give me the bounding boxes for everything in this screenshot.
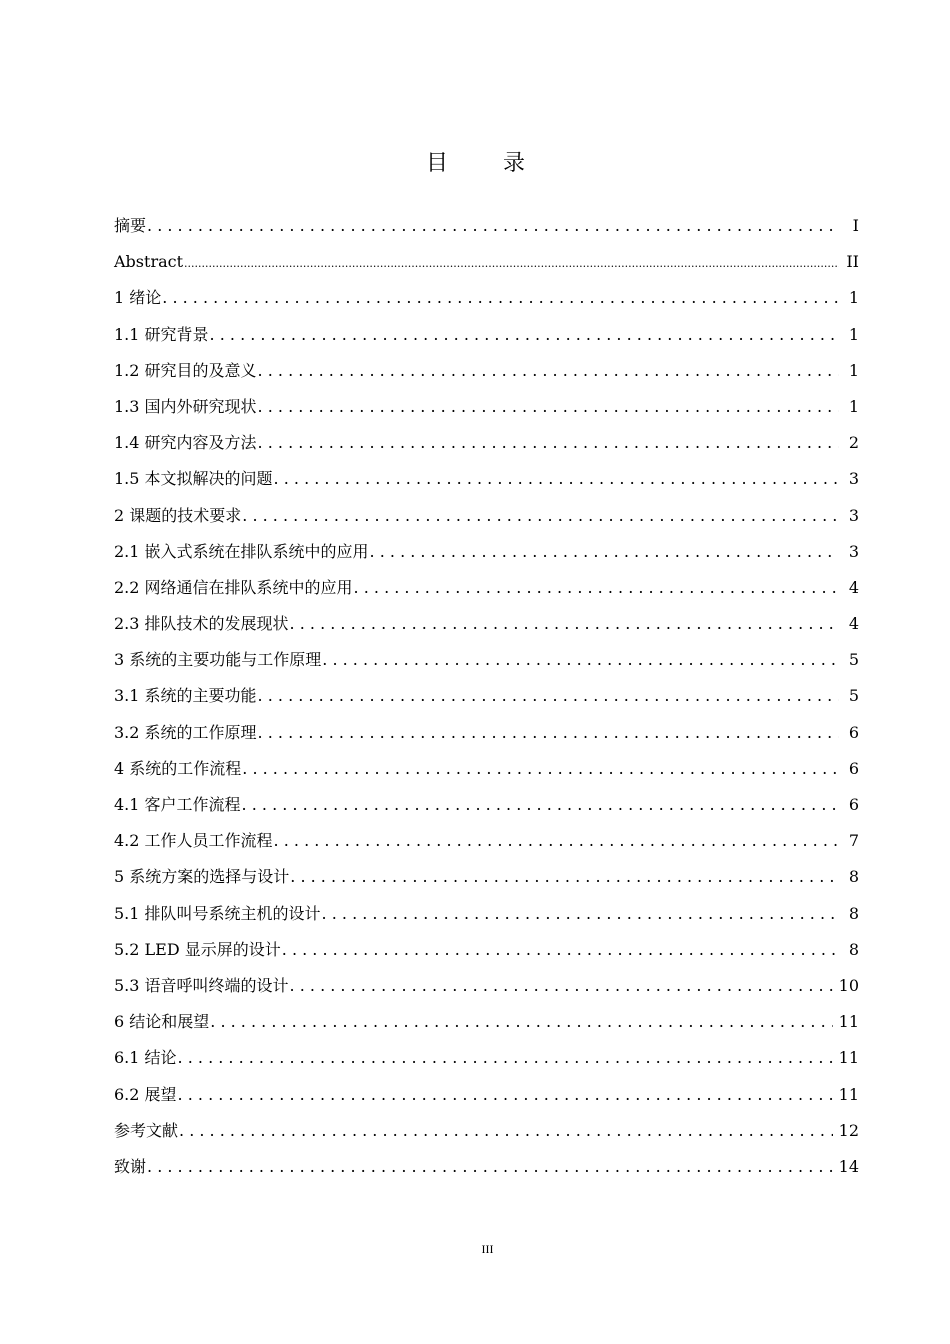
toc-entry[interactable] (114, 212, 859, 248)
toc-entry-label: 1.5 本文拟解决的问题 (114, 469, 273, 489)
dot-leader (184, 248, 839, 278)
toc-entry-page: 8 (848, 939, 859, 959)
toc-entry[interactable] (114, 863, 859, 899)
toc-entry-page: 3 (848, 541, 859, 561)
toc-entry-page: 6 (848, 795, 859, 814)
toc-entry-page: 2 (848, 433, 859, 453)
dot-leader (179, 1117, 833, 1145)
toc-entry[interactable] (114, 1044, 859, 1080)
toc-entry-label: 6 结论和展望 (114, 1012, 210, 1032)
toc-entry-label: 5.2 LED 显示屏的设计 (114, 939, 281, 959)
toc-entry-page: 11 (838, 1084, 859, 1104)
toc-entry-page: 10 (838, 975, 859, 995)
toc-entry-page: 8 (848, 903, 859, 923)
toc-entry[interactable] (114, 936, 859, 972)
dot-leader (210, 1008, 832, 1036)
toc-entry[interactable] (114, 755, 859, 791)
toc-entry-page: 5 (848, 650, 859, 670)
toc-entry[interactable] (114, 1117, 859, 1153)
dot-leader (178, 1081, 833, 1109)
toc-entry-page: 11 (838, 1048, 859, 1068)
dot-leader (354, 574, 839, 602)
toc-entry-label: 5.1 排队叫号系统主机的设计 (114, 903, 321, 923)
toc-entry-label: 1.4 研究内容及方法 (114, 433, 257, 453)
toc-entry[interactable] (114, 1081, 859, 1117)
toc-entry[interactable] (114, 791, 859, 827)
toc-entry[interactable] (114, 682, 859, 718)
dot-leader (258, 393, 839, 421)
toc-entry-page: 11 (838, 1012, 859, 1032)
dot-leader (242, 502, 839, 530)
toc-entry[interactable] (114, 719, 859, 755)
toc-entry-page: 5 (848, 686, 859, 706)
dot-leader (290, 610, 839, 638)
page-number: III (481, 1242, 494, 1256)
toc-entry-page: II (846, 252, 859, 272)
dot-leader (210, 321, 839, 349)
toc-entry-label: 1.3 国内外研究现状 (114, 396, 257, 416)
toc-entry-page: 6 (848, 722, 859, 742)
toc-entry[interactable] (114, 827, 859, 863)
dot-leader (162, 284, 839, 312)
dot-leader (242, 791, 839, 819)
toc-entry-label: 4.2 工作人员工作流程 (114, 831, 273, 851)
dot-leader (147, 1153, 833, 1181)
toc-entry-label: 2.2 网络通信在排队系统中的应用 (114, 577, 353, 597)
toc-entry[interactable] (114, 321, 859, 357)
toc-entry[interactable] (114, 1153, 859, 1189)
toc-entry[interactable] (114, 502, 859, 538)
toc-entry-label: 6.2 展望 (114, 1084, 177, 1104)
toc-entry-page: 1 (848, 288, 859, 308)
toc-entry-label: 摘要 (114, 216, 147, 235)
toc-entry-label: 参考文献 (114, 1120, 179, 1140)
toc-entry[interactable] (114, 248, 859, 284)
toc-entry[interactable] (114, 429, 859, 465)
toc-entry-page: I (852, 216, 859, 235)
toc-entry-page: 6 (848, 758, 859, 778)
dot-leader (290, 863, 839, 891)
toc-entry[interactable] (114, 574, 859, 610)
toc-entry[interactable] (114, 610, 859, 646)
toc-entry-page: 3 (848, 469, 859, 489)
dot-leader (370, 538, 839, 566)
toc-entry-label: 2.3 排队技术的发展现状 (114, 614, 289, 634)
toc-entry-label: 2.1 嵌入式系统在排队系统中的应用 (114, 541, 369, 561)
toc-entry-page: 1 (848, 324, 859, 344)
toc-entry-label: 1.1 研究背景 (114, 324, 209, 344)
toc-entry-label: 5 系统方案的选择与设计 (114, 867, 290, 887)
toc-entry-page: 4 (848, 614, 859, 634)
dot-leader (274, 465, 839, 493)
toc-entry-label: Abstract (114, 252, 184, 272)
toc-entry-page: 14 (838, 1156, 859, 1176)
dot-leader (258, 682, 839, 710)
toc-entry-page: 3 (848, 505, 859, 525)
toc-entry-page: 1 (848, 360, 859, 380)
toc-entry-page: 7 (848, 831, 859, 851)
dot-leader (258, 719, 839, 747)
dot-leader (242, 755, 839, 783)
toc-entry-label: 5.3 语音呼叫终端的设计 (114, 975, 289, 995)
dot-leader (322, 646, 839, 674)
toc-entry[interactable] (114, 972, 859, 1008)
toc-entry-page: 12 (838, 1120, 859, 1140)
toc-title: 目 录 (426, 151, 549, 176)
toc-entry-label: 2 课题的技术要求 (114, 505, 242, 525)
dot-leader (178, 1044, 833, 1072)
toc-entry[interactable] (114, 646, 859, 682)
toc-entry[interactable] (114, 357, 859, 393)
toc-entry[interactable] (114, 393, 859, 429)
toc-entry[interactable] (114, 1008, 859, 1044)
toc-entry-label: 3 系统的主要功能与工作原理 (114, 650, 322, 670)
dot-leader (290, 972, 833, 1000)
toc-entry-page: 8 (848, 867, 859, 887)
toc-entry-label: 6.1 结论 (114, 1048, 177, 1068)
toc-entry-label: 4.1 客户工作流程 (114, 795, 241, 814)
dot-leader (282, 936, 839, 964)
toc-entry-label: 3.2 系统的工作原理 (114, 722, 257, 742)
table-of-contents (114, 212, 859, 1189)
toc-entry-label: 3.1 系统的主要功能 (114, 686, 257, 706)
toc-entry[interactable] (114, 284, 859, 320)
dot-leader (258, 357, 839, 385)
toc-entry-page: 4 (848, 577, 859, 597)
toc-entry-label: 1 绪论 (114, 288, 162, 308)
dot-leader (147, 212, 839, 240)
toc-entry-label: 1.2 研究目的及意义 (114, 360, 257, 380)
toc-entry-label: 4 系统的工作流程 (114, 758, 242, 778)
toc-entry-page: 1 (848, 396, 859, 416)
toc-entry-label: 致谢 (114, 1156, 147, 1176)
toc-entry[interactable] (114, 465, 859, 501)
toc-entry[interactable] (114, 538, 859, 574)
dot-leader (258, 429, 839, 457)
dot-leader (322, 900, 839, 928)
toc-entry[interactable] (114, 900, 859, 936)
dot-leader (274, 827, 839, 855)
